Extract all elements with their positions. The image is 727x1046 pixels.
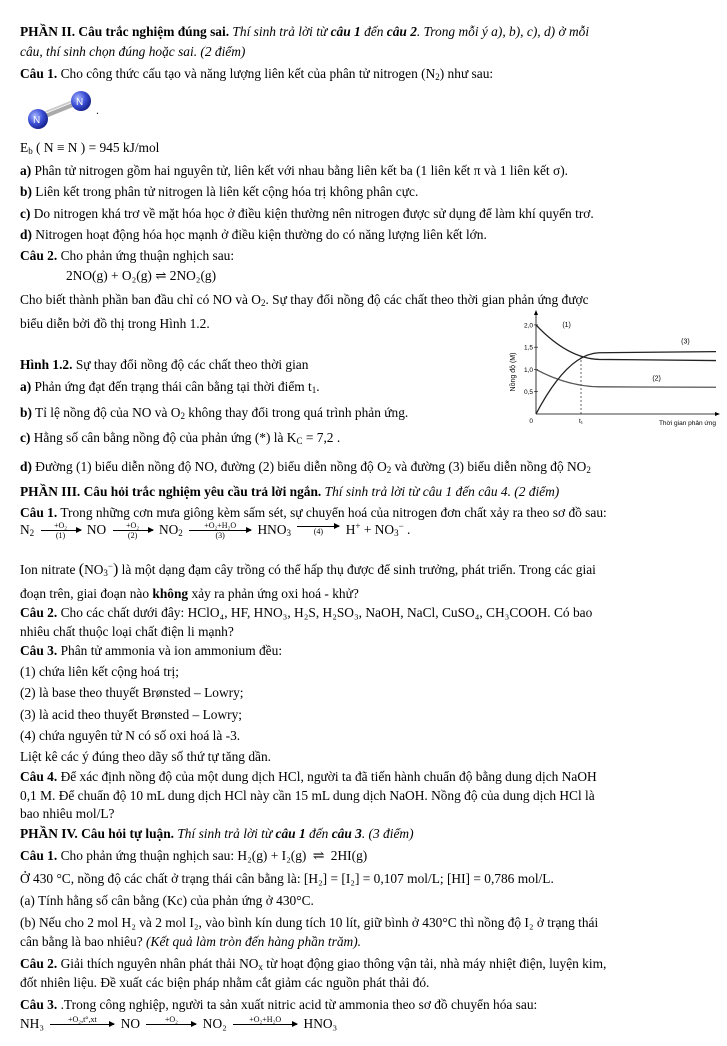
item-label: d) bbox=[20, 459, 32, 474]
part2-instr-3: . Trong mỗi ý a), b), c), d) ở mỗi bbox=[416, 24, 590, 39]
p2-q2-para: Cho biết thành phần ban đầu chỉ có NO và $O_2$. Sự thay đổi nồng độ các chất theo thời gian phản ứng được bbox=[20, 292, 589, 308]
para-part1: đoạn trên, giai đoạn nào bbox=[20, 586, 153, 601]
item-text: Nitrogen hoạt động hóa học mạnh ở điều kiện thường do có năng lượng liên kết lớn. bbox=[31, 227, 487, 242]
scheme-species: NH₃ bbox=[20, 1016, 45, 1032]
p3-q3-label: Câu 3. bbox=[20, 643, 58, 658]
scheme-arrow-1 bbox=[41, 522, 81, 540]
p3-q2-line bbox=[20, 605, 721, 622]
nitrate-ion: NO bbox=[84, 562, 104, 577]
p3-q1-scheme: $N_2$ $\frac{\text{+O₂}}{(1)}$ NO $\frac{\text{+O₂}}{(2)}$ $NO_2$ $\frac{\text{+O₂+H₂O}}{(3)}$ $HNO_3$ (4) $H^+ + NO_3^-$ . bbox=[20, 521, 411, 540]
p4-q3-scheme bbox=[20, 1016, 721, 1034]
y-tick-label: 1,5 bbox=[523, 344, 533, 352]
x-axis-arrow-icon bbox=[715, 412, 720, 416]
p2-q1-text-end: ) như sau: bbox=[439, 66, 494, 81]
scheme-arrow-3 bbox=[189, 522, 251, 540]
p2-q2-item-a: a) Phản ứng đạt đến trạng thái cân bằng tại thời điểm $t_1$. bbox=[20, 379, 320, 395]
part3-heading: PHẦN III. Câu hỏi trắc nghiệm yêu cầu trả lời ngắn. bbox=[20, 484, 322, 499]
arrow-top: +O₂+H₂O bbox=[249, 1015, 282, 1024]
p2-q2-label: Câu 2. bbox=[20, 248, 58, 263]
arrow-bot: (3) bbox=[215, 531, 225, 540]
energy-sub: b bbox=[28, 146, 33, 156]
scheme-arrow-3 bbox=[233, 1016, 297, 1034]
arrow-top: +O₂+H₂O bbox=[204, 521, 237, 530]
scheme-species: + NO bbox=[360, 522, 395, 538]
p3-q3-closing: Liệt kê các ý đúng theo dãy số thứ tự tăng dần. bbox=[20, 749, 272, 764]
p2-q1-text: Cho công thức cấu tạo và năng lượng liên kết của phân tử nitrogen (N bbox=[57, 66, 436, 81]
p4-q2-line2: đốt nhiên liệu. Đề xuất các biện pháp nhằm cắt giảm các nguồn phát thải đó. bbox=[20, 975, 430, 990]
p4-q1-line bbox=[20, 848, 721, 866]
chart-xlabel: Thời gian phản ứng bbox=[658, 420, 716, 427]
p4-q1-a: (a) Tính hằng số cân bằng (Kc) của phản ứng ở 430°C. bbox=[20, 893, 314, 908]
p3-q3-item-3: (3) là acid theo thuyết Brønsted – Lowry; bbox=[20, 707, 243, 722]
scheme-species: HNO₃ bbox=[303, 1016, 338, 1032]
para-part2: xảy ra phản ứng oxi hoá - khử? bbox=[188, 586, 359, 601]
arrow-bot: (2) bbox=[127, 531, 138, 540]
scheme-arrow-1 bbox=[50, 1016, 114, 1034]
p4-q2-text-2: từ hoạt động giao thông vận tải, nhà máy nhiệt điện, luyện kim, bbox=[262, 956, 607, 971]
item-text: Hằng số cân bằng nồng độ của phản ứng (*) là K bbox=[30, 430, 297, 445]
p3-q2-line2: nhiêu chất thuộc loại chất điện li mạnh? bbox=[20, 624, 234, 639]
p3-q1-line bbox=[20, 505, 721, 522]
scheme-species: NO bbox=[86, 522, 107, 538]
p4-q3-line bbox=[20, 997, 721, 1014]
figure-caption-text: Sự thay đổi nồng độ các chất theo thời gian bbox=[72, 357, 309, 372]
p2-q1-line: Câu 1. Cho công thức cấu tạo và năng lượng liên kết của phân tử nitrogen $(N_2)$ như sau: bbox=[20, 66, 494, 82]
y-tick-label: 2,0 bbox=[523, 322, 533, 330]
part4-heading-line bbox=[20, 826, 721, 843]
p4-q3-label: Câu 3. bbox=[20, 997, 58, 1012]
p2-q2-para-line2: biểu diễn bởi đồ thị trong Hình 1.2. bbox=[20, 316, 210, 331]
concentration-chart bbox=[506, 310, 721, 435]
equilibrium-arrow-icon: ⇌ bbox=[312, 849, 325, 864]
item-label: c) bbox=[20, 206, 31, 221]
series-line-3 bbox=[536, 352, 716, 414]
nitrogen-molecule-illustration bbox=[20, 90, 110, 130]
y-axis-arrow-icon bbox=[534, 310, 538, 315]
scheme-species: NO bbox=[120, 1016, 141, 1032]
item-label: b) bbox=[20, 184, 32, 199]
p3-q2-label: Câu 2. bbox=[20, 605, 58, 620]
part2-instr-c1: câu 1 bbox=[330, 24, 361, 39]
p2-q2-equation bbox=[66, 268, 721, 285]
item-text: Do nitrogen khá trơ về mặt hóa học ở điều kiện thường nên nitrogen được sử dụng để làm khí quyển trơ. bbox=[30, 206, 594, 221]
para-part2: . Sự thay đổi nồng độ các chất theo thời gian phản ứng được bbox=[265, 292, 589, 307]
item-text-end: và đường (3) biểu diễn nồng độ NO bbox=[391, 459, 587, 474]
p4-q1-cond: Ở 430 °C, nồng độ các chất ở trạng thái cân bằng là: [H₂] = [I₂] = 0,107 mol/L; [HI] = 0,786 mol/L. bbox=[20, 871, 554, 886]
arrow-bot: (4) bbox=[313, 527, 324, 536]
scheme-species: NO₂ bbox=[202, 1016, 227, 1032]
arrow-top: +O₂ bbox=[164, 1015, 178, 1024]
item-text-end: không thay đổi trong quá trình phản ứng. bbox=[184, 405, 409, 420]
part3-instr: Thí sinh trả lời từ câu 1 đến câu 4. (2 điểm) bbox=[321, 484, 560, 499]
p4-q1-b-line2 bbox=[20, 934, 721, 951]
scheme-species: HNO bbox=[257, 522, 287, 538]
p3-q3-item-2: (2) là base theo thuyết Brønsted – Lowry; bbox=[20, 685, 244, 700]
p2-q1-item-c bbox=[20, 206, 721, 223]
p3-q3-text: Phân tử ammonia và ion ammonium đều: bbox=[57, 643, 283, 658]
nox-sub: x bbox=[258, 962, 263, 972]
para-part1: Ion nitrate bbox=[20, 562, 79, 577]
p3-q4-text: Để xác định nồng độ của một dung dịch HCl, người ta đã tiến hành chuẩn độ bằng dung dịch NaOH bbox=[57, 769, 597, 784]
p2-q1-item-d bbox=[20, 227, 721, 244]
arrow-top: +O₂,t°,xt bbox=[68, 1015, 97, 1024]
p3-q1-para-line2 bbox=[20, 586, 721, 603]
p4-q1-text: Cho phản ứng thuận nghịch sau: H₂(g) + I₂(g) bbox=[57, 848, 310, 863]
scheme-species: N bbox=[20, 522, 30, 538]
p3-q4-line3: bao nhiêu mol/L? bbox=[20, 806, 115, 821]
item-label: d) bbox=[20, 227, 32, 242]
part4-heading: PHẦN IV. Câu hỏi tự luận. bbox=[20, 826, 175, 841]
atom-label-2: N bbox=[76, 97, 84, 108]
p4-q2-line bbox=[20, 956, 721, 973]
p3-q3-line bbox=[20, 643, 721, 660]
p2-q2-item-c: c) Hằng số cân bằng nồng độ của phản ứng (*) là $K_C = 7,2$ . bbox=[20, 430, 341, 446]
item-text-end: . bbox=[316, 379, 320, 394]
part4-instr-c2: câu 3 bbox=[331, 826, 362, 841]
p3-q1-text: Trong những cơn mưa giông kèm sấm sét, sự chuyển hoá của nitrogen đơn chất xảy ra theo sơ đồ sau: bbox=[57, 505, 607, 520]
p2-q2-item-d: d) Đường (1) biểu diễn nồng độ NO, đường (2) biểu diễn nồng độ $O_2$ và đường (3) biểu diễn nồng độ $NO_2$ bbox=[20, 459, 591, 475]
svg-text:.: . bbox=[96, 103, 99, 117]
atom-label-1: N bbox=[33, 115, 41, 126]
part3-heading-line bbox=[20, 484, 721, 501]
p2-q1-item-b bbox=[20, 184, 721, 201]
p4-q2-text: Giải thích nguyên nhân phát thải NO bbox=[57, 956, 259, 971]
bond-energy bbox=[20, 140, 721, 157]
p2-q1-label: Câu 1. bbox=[20, 66, 58, 81]
p3-q4-line bbox=[20, 769, 721, 786]
scheme-arrow-2 bbox=[113, 522, 153, 540]
part2-instr bbox=[229, 24, 589, 39]
p2-q2-item-b: b) Tỉ lệ nồng độ của NO và $O_2$ không thay đổi trong quá trình phản ứng. bbox=[20, 405, 409, 421]
part2-instruction-line2: câu, thí sinh chọn đúng hoặc sai. (2 điểm) bbox=[20, 44, 246, 59]
emphasis-not: không bbox=[152, 586, 189, 601]
p3-q2-text: Cho các chất dưới đây: HClO₄, HF, HNO₃, H₂S, H₂SO₃, NaOH, NaCl, CuSO₄, CH₃COOH. Có bao bbox=[57, 605, 593, 620]
b-line2-text: cân bằng là bao nhiêu? bbox=[20, 934, 147, 949]
item-text: Liên kết trong phân tử nitrogen là liên kết cộng hóa trị không phân cực. bbox=[31, 184, 419, 199]
item-label: a) bbox=[20, 163, 32, 178]
para-part2: là một dạng đạm cây trồng có thể hấp thụ được để sinh trưởng, phát triển. Trong các giai bbox=[118, 562, 596, 577]
energy-value: ( N ≡ N ) = 945 kJ/mol bbox=[32, 140, 160, 155]
p4-q3-text: .Trong công nghiệp, người ta sản xuất nitric acid từ ammonia theo sơ đồ chuyển hóa sau: bbox=[57, 997, 538, 1012]
scheme-end: . bbox=[403, 522, 411, 538]
item-text: Tỉ lệ nồng độ của NO và O bbox=[31, 405, 181, 420]
item-text-end: = 7,2 . bbox=[302, 430, 341, 445]
item-label: a) bbox=[20, 379, 32, 394]
p3-q4-label: Câu 4. bbox=[20, 769, 58, 784]
p3-q4-line2: 0,1 M. Để chuẩn độ 10 mL dung dịch HCl này cần 15 mL dung dịch NaOH. Nồng độ của dung dịch HCl là bbox=[20, 788, 595, 803]
part2-heading: PHẦN II. Câu trắc nghiệm đúng sai. bbox=[20, 24, 230, 39]
arrow-top: +O₂ bbox=[53, 521, 68, 530]
p4-q1-label: Câu 1. bbox=[20, 848, 58, 863]
arrow-top: +O₂ bbox=[126, 521, 140, 530]
x-tick-t1: t₁ bbox=[579, 418, 583, 425]
y-tick-label: 1,0 bbox=[523, 366, 533, 374]
part4-instr bbox=[174, 826, 414, 841]
part4-instr-2: đến bbox=[305, 826, 332, 841]
origin-label: 0 bbox=[529, 418, 533, 425]
para-part1: Cho biết thành phần ban đầu chỉ có NO và O bbox=[20, 292, 261, 307]
series-label-3: (3) bbox=[681, 338, 690, 346]
p4-q1-b: (b) Nếu cho 2 mol H₂ và 2 mol I₂, vào bình kín dung tích 10 lít, giữ bình ở 430°C thì nồng độ I₂ ở trạng thái bbox=[20, 915, 599, 930]
p3-q3-item-1: (1) chứa liên kết cộng hoá trị; bbox=[20, 664, 179, 679]
arrow-bot: (1) bbox=[55, 531, 66, 540]
part2-instr-c2: câu 2 bbox=[386, 24, 417, 39]
scheme-arrow-2 bbox=[146, 1016, 196, 1034]
chart-ylabel: Nồng độ (M) bbox=[510, 352, 517, 392]
figure-label: Hình 1.2. bbox=[20, 357, 73, 372]
part2-instr-2: đến bbox=[360, 24, 387, 39]
p2-q2-line bbox=[20, 248, 721, 265]
series-label-1: (1) bbox=[562, 322, 571, 330]
p4-q1-text-end: 2HI(g) bbox=[327, 848, 368, 863]
y-tick-label: 0,5 bbox=[523, 389, 533, 397]
scheme-species: NO bbox=[158, 522, 179, 538]
part4-instr-c1: câu 1 bbox=[275, 826, 306, 841]
scheme-arrow-4 bbox=[297, 526, 339, 536]
p3-q1-para: Ion nitrate $(NO_3^-)$ là một dạng đạm cây trồng có thể hấp thụ được để sinh trưởng, phát triển. Trong các giai bbox=[20, 561, 596, 578]
series-label-2: (2) bbox=[652, 375, 661, 383]
item-text: Phân tử nitrogen gồm hai nguyên tử, liên kết với nhau bằng liên kết ba (1 liên kết π và 1 liên kết σ). bbox=[31, 163, 569, 178]
p3-q1-label: Câu 1. bbox=[20, 505, 58, 520]
part2-instr-1: Thí sinh trả lời từ bbox=[229, 24, 331, 39]
part4-instr-3: . (3 điểm) bbox=[361, 826, 414, 841]
p3-q3-item-4: (4) chứa nguyên tử N có số oxi hoá là -3. bbox=[20, 728, 241, 743]
part4-instr-1: Thí sinh trả lời từ bbox=[174, 826, 276, 841]
series-line-2 bbox=[536, 369, 716, 387]
p2-q2-text: Cho phản ứng thuận nghịch sau: bbox=[57, 248, 235, 263]
item-text: Đường (1) biểu diễn nồng độ NO, đường (2) biểu diễn nồng độ O bbox=[31, 459, 387, 474]
equation-text: 2NO(g) + O₂(g) ⇌ 2NO₂(g) bbox=[66, 268, 217, 283]
p4-q2-label: Câu 2. bbox=[20, 956, 58, 971]
energy-symbol: E bbox=[20, 140, 29, 155]
scheme-species: H bbox=[345, 522, 356, 538]
p2-q1-item-a bbox=[20, 163, 721, 180]
b-line2-italic: (Kết quả làm tròn đến hàng phần trăm). bbox=[146, 934, 362, 949]
item-label: b) bbox=[20, 405, 32, 420]
item-label: c) bbox=[20, 430, 31, 445]
part2-instruction-line1 bbox=[20, 24, 721, 41]
item-text: Phản ứng đạt đến trạng thái cân bằng tại thời điểm t bbox=[31, 379, 312, 394]
